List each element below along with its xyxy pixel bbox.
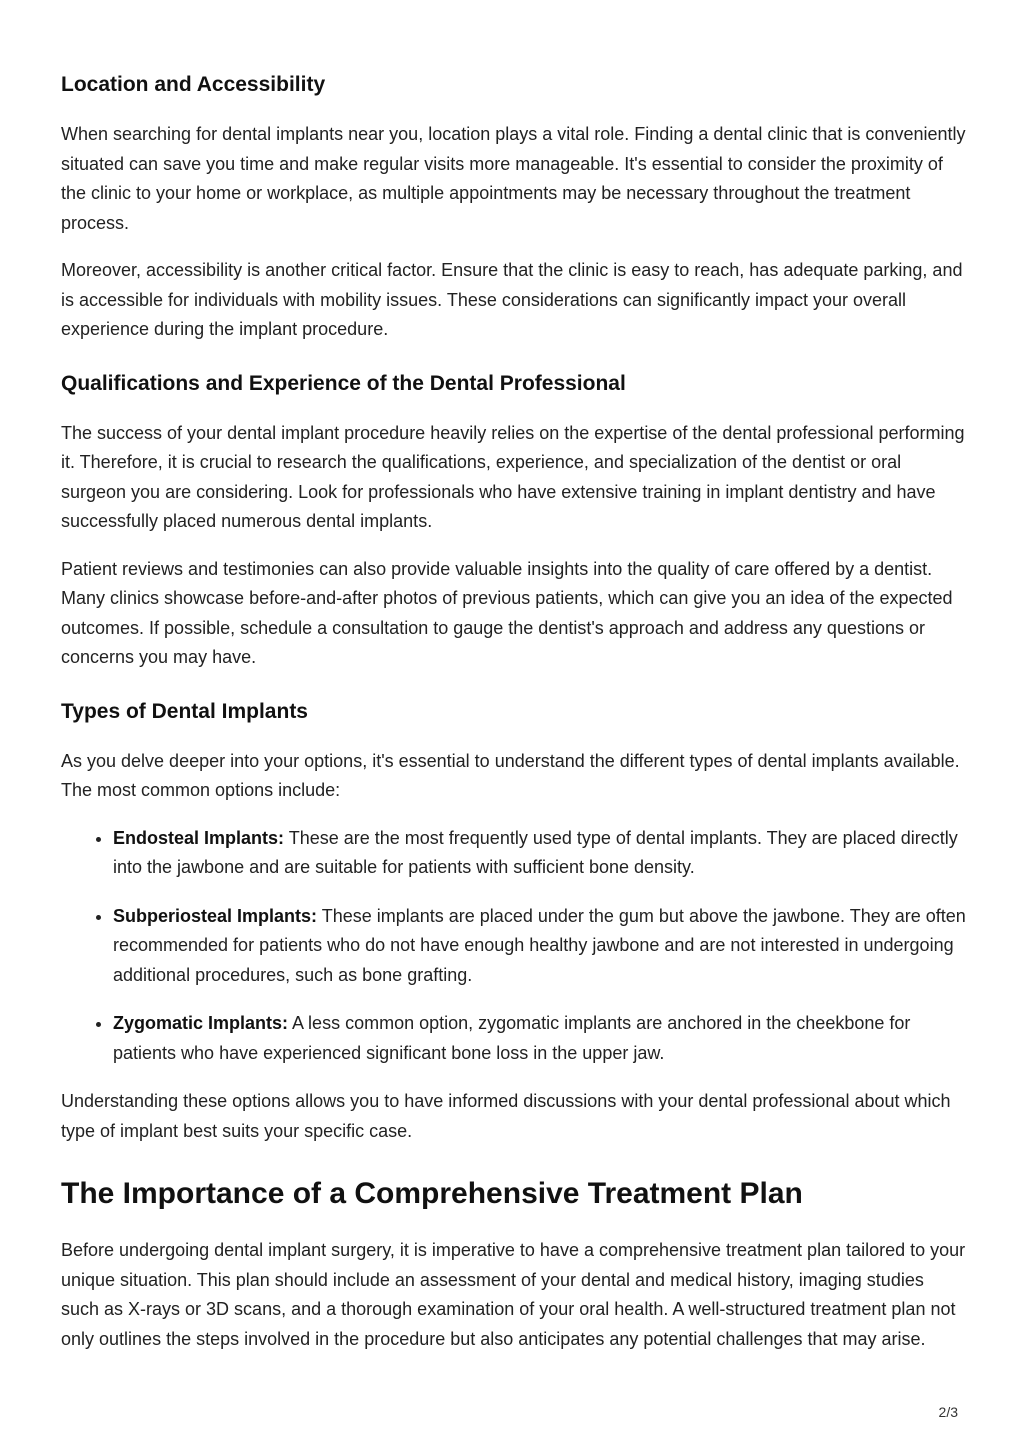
list-item-text: These are the most frequently used type of dental implants. They are placed directly into the jawbone and are suitable for patients with sufficient bone density. <box>113 827 958 877</box>
list-item-term: Zygomatic Implants: <box>113 1013 289 1033</box>
page-number: 2/3 <box>938 1404 958 1420</box>
paragraph: Understanding these options allows you to have informed discussions with your dental professional about which type of implant best suits your specific case. <box>61 1091 951 1141</box>
document-page <box>61 70 966 1372</box>
section-heading-treatment-plan: The Importance of a Comprehensive Treatment Plan <box>61 1177 803 1210</box>
paragraph: The success of your dental implant procedure heavily relies on the expertise of the dental professional performing it. Therefore, it is crucial to research the qualifications, experience, and specialization of the dentist or oral surgeon you are considering. Look for professionals who have extensive training in implant dentistry and have successfully placed numerous dental implants. <box>61 422 965 531</box>
section-heading-qualifications: Qualifications and Experience of the Dental Professional <box>61 371 626 395</box>
list-item-term: Subperiosteal Implants: <box>113 905 318 926</box>
paragraph: As you delve deeper into your options, it's essential to understand the different types of dental implants available. The most common options include: <box>61 750 960 800</box>
list-item-text: A less common option, zygomatic implants are anchored in the cheekbone for patients who have experienced significant bone loss in the upper jaw. <box>113 1013 911 1063</box>
list-item <box>113 824 966 883</box>
paragraph: When searching for dental implants near you, location plays a vital role. Finding a dental clinic that is conveniently situated can save you time and make regular visits more manageable. It's essential to consider the proximity of the clinic to your home or workplace, as multiple appointments may be necessary throughout the treatment process. <box>61 124 966 233</box>
section-heading-types: Types of Dental Implants <box>61 699 308 723</box>
paragraph: Patient reviews and testimonies can also provide valuable insights into the quality of care offered by a dentist. Many clinics showcase before-and-after photos of previous patients, which can give you an idea of the expected outcomes. If possible, schedule a consultation to gauge the dentist's approach and address any questions or concerns you may have. <box>61 558 953 667</box>
list-item-text: These implants are placed under the gum but above the jawbone. They are often recommended for patients who do not have enough healthy jawbone and are not interested in undergoing additional procedures, such as bone grafting. <box>113 905 966 985</box>
list-item-term: Endosteal Implants: <box>113 827 285 848</box>
implant-types-list <box>61 824 966 1069</box>
paragraph: Moreover, accessibility is another critical factor. Ensure that the clinic is easy to reach, has adequate parking, and is accessible for individuals with mobility issues. These considerations can significantly impact your overall experience during the implant procedure. <box>61 260 963 339</box>
section-heading-location: Location and Accessibility <box>61 73 326 96</box>
list-item <box>113 902 966 991</box>
paragraph: Before undergoing dental implant surgery, it is imperative to have a comprehensive treatment plan tailored to your unique situation. This plan should include an assessment of your dental and medical history, imaging studies such as X-rays or 3D scans, and a thorough examination of your oral health. A well-structured treatment plan not only outlines the steps involved in the procedure but also anticipates any potential challenges that may arise. <box>61 1240 966 1349</box>
list-item <box>113 1009 966 1068</box>
